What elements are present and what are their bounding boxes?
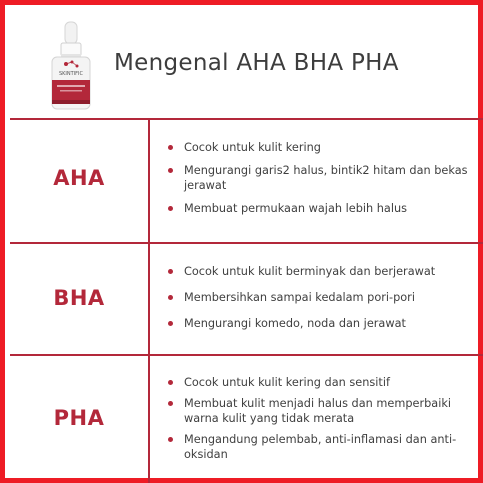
benefit-text: Membuat permukaan wajah lebih halus xyxy=(184,202,408,215)
list-item xyxy=(166,201,481,216)
acid-label-aha: AHA xyxy=(53,166,105,190)
bullet-icon xyxy=(168,380,173,385)
bullet-icon xyxy=(168,145,173,150)
benefit-list-bha xyxy=(166,264,481,331)
bullet-icon xyxy=(168,321,173,326)
list-item xyxy=(166,375,481,390)
list-item xyxy=(166,264,481,279)
benefit-text: Mengurangi komedo, noda dan jerawat xyxy=(184,317,406,330)
row-bha xyxy=(10,244,483,354)
list-item xyxy=(166,316,481,331)
benefit-text: Cocok untuk kulit kering xyxy=(184,141,321,154)
row-pha xyxy=(10,356,483,483)
benefit-text: Membuat kulit menjadi halus dan memperbaiki warna kulit yang tidak merata xyxy=(184,397,452,425)
benefit-text: Mengurangi garis2 halus, bintik2 hitam dan bekas jerawat xyxy=(184,164,468,192)
benefit-list-aha xyxy=(166,140,481,216)
bullet-icon xyxy=(168,437,173,442)
bottle-brand-text: SKINTIFIC xyxy=(58,71,84,77)
benefit-text: Mengandung pelembab, anti-inflamasi dan anti-oksidan xyxy=(184,433,457,461)
list-item xyxy=(166,396,481,426)
comparison-table xyxy=(10,118,483,483)
bullet-icon xyxy=(168,295,173,300)
bullet-icon xyxy=(168,401,173,406)
bullet-icon xyxy=(168,206,173,211)
acid-label-pha: PHA xyxy=(53,406,105,430)
row-aha xyxy=(10,120,483,242)
benefit-text: Cocok untuk kulit kering dan sensitif xyxy=(184,376,390,389)
list-item xyxy=(166,163,481,193)
benefit-text: Cocok untuk kulit berminyak dan berjerawat xyxy=(184,265,436,278)
acid-label-bha: BHA xyxy=(53,286,105,310)
serum-bottle-icon xyxy=(48,20,94,112)
list-item xyxy=(166,140,481,155)
list-item xyxy=(166,432,481,462)
list-item xyxy=(166,290,481,305)
benefit-text: Membersihkan sampai kedalam pori-pori xyxy=(184,291,415,304)
bullet-icon xyxy=(168,168,173,173)
benefit-list-pha xyxy=(166,375,481,462)
bullet-icon xyxy=(168,269,173,274)
header xyxy=(10,10,483,118)
page-title: Mengenal AHA BHA PHA xyxy=(114,50,399,76)
